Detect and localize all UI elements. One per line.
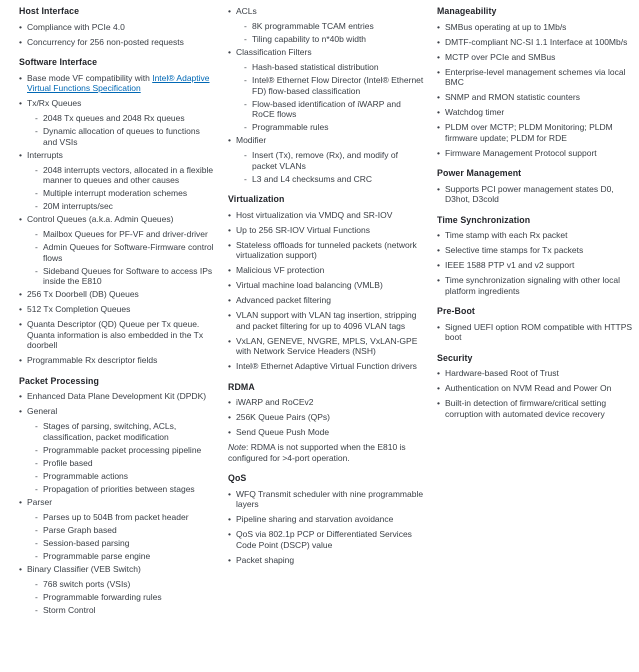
item-text: Concurrency for 256 non-posted requests (27, 36, 184, 47)
feature-column-middle (228, 6, 424, 618)
item-text: Built-in detection of firmware/critical setting corruption with automated device recovery (445, 398, 607, 419)
item-text: WFQ Transmit scheduler with nine programmable layers (236, 488, 424, 509)
item-text: Firmware Management Protocol support (445, 147, 597, 158)
bullet-item (437, 245, 633, 256)
bullet-item (437, 22, 633, 33)
item-text: Insert (Tx), remove (Rx), and modify of packet VLANs (252, 150, 398, 171)
item-text: Parses up to 504B from packet header (43, 511, 189, 522)
item-text: Binary Classifier (VEB Switch) (27, 563, 141, 574)
bullet-item (228, 412, 424, 423)
item-text: Programmable actions (43, 470, 129, 481)
item-text: Multiple interrupt moderation schemes (43, 188, 188, 198)
note-text (228, 442, 424, 463)
item-text: Time synchronization signaling with other local platform ingredients (445, 275, 620, 296)
feature-column-left (19, 6, 215, 618)
bullet-item (437, 398, 633, 419)
bullet-item (437, 383, 633, 394)
bullet-item (19, 22, 215, 33)
item-text: 768 switch ports (VSIs) (43, 578, 131, 589)
sub-item (35, 525, 215, 536)
item-text: 20M interrupts/sec (43, 201, 113, 211)
item-text: Storm Control (43, 604, 96, 615)
bullet-item (228, 210, 424, 221)
bullet-item (437, 52, 633, 63)
item-text: Quanta Descriptor (QD) Queue per Tx queue. Quanta information is also embedded in the Tx doorbell (27, 319, 204, 350)
sub-item (35, 605, 215, 616)
sub-item (35, 242, 215, 263)
item-text: iWARP and RoCEv2 (236, 397, 314, 407)
bullet-item (437, 67, 633, 88)
section-heading: Host Interface (19, 6, 80, 16)
sub-item (35, 188, 215, 199)
item-text: Send Queue Push Mode (236, 427, 330, 437)
bullet-item (19, 319, 215, 351)
bullet-item (228, 135, 424, 146)
section-heading: Security (437, 352, 473, 363)
item-text: Pipeline sharing and starvation avoidance (236, 514, 394, 524)
item-text: 256 Tx Doorbell (DB) Queues (27, 289, 139, 299)
bullet-item (228, 555, 424, 566)
item-text: Intel® Ethernet Flow Director (Intel® Ethernet FD) flow-based classification (252, 75, 424, 96)
item-text: Host virtualization via VMDQ and SR-IOV (236, 209, 393, 220)
item-text: SMBus operating at up to 1Mb/s (445, 21, 567, 32)
item-text: 2048 Tx queues and 2048 Rx queues (43, 113, 185, 123)
item-text: Modifier (236, 135, 267, 145)
bullet-item (437, 37, 633, 48)
item-text: Intel® Ethernet Adaptive Virtual Function drivers (236, 361, 417, 371)
item-text: Compliance with PCIe 4.0 (27, 21, 125, 32)
bullet-item (19, 98, 215, 109)
sub-item (35, 126, 215, 147)
item-text: Flow-based identification of iWARP and RoCE flows (252, 98, 401, 119)
item-text: Admin Queues for Software-Firmware control flows (43, 242, 214, 263)
sub-item (35, 229, 215, 240)
bullet-item (228, 280, 424, 291)
note-prefix: Note (228, 442, 246, 452)
item-text: VxLAN, GENEVE, NVGRE, MPLS, VxLAN-GPE with Network Service Headers (NSH) (236, 335, 418, 356)
bullet-item (437, 322, 633, 343)
item-text: Parse Graph based (43, 524, 117, 535)
sub-item (35, 445, 215, 456)
item-text: QoS via 802.1p PCP or Differentiated Services Code Point (DSCP) value (236, 529, 412, 550)
item-text: Programmable packet processing pipeline (43, 444, 202, 455)
sub-item (244, 150, 424, 171)
item-text: Programmable rules (252, 122, 329, 132)
item-text: Malicious VF protection (236, 265, 325, 275)
item-text: Selective time stamps for Tx packets (445, 245, 584, 255)
sub-item (244, 122, 424, 133)
item-text: Sideband Queues for Software to access IPs inside the E810 (43, 265, 213, 286)
section-heading: Packet Processing (19, 375, 99, 386)
bullet-item (19, 37, 215, 48)
bullet-item (19, 289, 215, 300)
bullet-item (228, 529, 424, 550)
bullet-item (228, 295, 424, 306)
sub-item (35, 421, 215, 442)
bullet-item (437, 275, 633, 296)
sub-item (35, 551, 215, 562)
item-text: VLAN support with VLAN tag insertion, stripping and packet filtering for up to 4096 VLAN tags (236, 310, 417, 331)
bullet-item (19, 150, 215, 161)
item-text: Hardware-based Root of Trust (445, 368, 559, 378)
sub-item (244, 99, 424, 120)
bullet-item (437, 107, 633, 118)
item-text: Dynamic allocation of queues to functions and VSIs (43, 126, 200, 147)
item-text: Packet shaping (236, 554, 295, 565)
item-text: Mailbox Queues for PF-VF and driver-driver (43, 229, 208, 239)
bullet-item (228, 336, 424, 357)
item-text: Session-based parsing (43, 537, 130, 548)
sub-item (35, 512, 215, 523)
bullet-item (228, 397, 424, 408)
section-heading: Time Synchronization (437, 214, 531, 225)
sub-item (35, 484, 215, 495)
item-text: Parser (27, 496, 53, 507)
item-text: Enhanced Data Plane Development Kit (DPDK) (27, 391, 207, 401)
item-text: 512 Tx Completion Queues (27, 304, 131, 314)
bullet-item (437, 122, 633, 143)
item-text: Propagation of priorities between stages (43, 483, 195, 494)
bullet-item (437, 260, 633, 271)
sub-item (35, 538, 215, 549)
item-text: PLDM over MCTP; PLDM Monitoring; PLDM firmware update; PLDM for RDE (445, 122, 613, 143)
item-text: 8K programmable TCAM entries (252, 21, 374, 31)
bullet-item (437, 148, 633, 159)
sub-item (35, 201, 215, 212)
item-text: Control Queues (a.k.a. Admin Queues) (27, 214, 174, 224)
section-heading: Power Management (437, 168, 522, 178)
item-text: SNMP and RMON statistic counters (445, 92, 580, 102)
item-text: Programmable forwarding rules (43, 591, 162, 602)
item-text: MCTP over PCIe and SMBus (445, 51, 556, 62)
bullet-item (228, 225, 424, 236)
item-text: ACLs (236, 6, 257, 16)
item-text: Programmable Rx descriptor fields (27, 355, 158, 365)
sub-item (244, 174, 424, 185)
sub-item (35, 165, 215, 186)
item-text: IEEE 1588 PTP v1 and v2 support (445, 260, 575, 270)
item-text: Tx/Rx Queues (27, 98, 82, 108)
sub-item (35, 471, 215, 482)
bullet-item (19, 304, 215, 315)
bullet-item (19, 406, 215, 417)
bullet-item (437, 230, 633, 241)
feature-column-right (437, 6, 633, 618)
bullet-item (437, 368, 633, 379)
item-text: 2048 interrupts vectors, allocated in a flexible manner to queues and other causes (43, 164, 214, 185)
bullet-item (228, 427, 424, 438)
note-body: : RDMA is not supported when the E810 is configured for >4-port operation. (228, 442, 406, 463)
item-text: DMTF-compliant NC-SI 1.1 Interface at 100Mb/s (445, 36, 628, 47)
item-text: Authentication on NVM Read and Power On (445, 383, 612, 393)
section-heading: RDMA (228, 381, 255, 392)
sub-item (244, 62, 424, 73)
item-text: Classification Filters (236, 47, 312, 57)
item-text: General (27, 406, 58, 416)
item-text: Up to 256 SR-IOV Virtual Functions (236, 224, 371, 235)
item-text: Time stamp with each Rx packet (445, 230, 568, 240)
sub-item (244, 21, 424, 32)
item-text: Programmable parse engine (43, 550, 151, 561)
bullet-item (437, 92, 633, 103)
section-heading: Virtualization (228, 194, 285, 204)
item-text: Virtual machine load balancing (VMLB) (236, 280, 383, 290)
bullet-item (19, 391, 215, 402)
sub-item (244, 34, 424, 45)
item-text: Base mode VF compatibility with (27, 72, 153, 83)
bullet-item (228, 361, 424, 372)
sub-item (244, 75, 424, 96)
bullet-item (228, 47, 424, 58)
bullet-item (437, 184, 633, 205)
sub-item (35, 579, 215, 590)
bullet-item (228, 6, 424, 17)
bullet-item (19, 214, 215, 225)
sub-item (35, 458, 215, 469)
sub-item (35, 113, 215, 124)
section-heading: QoS (228, 473, 247, 483)
bullet-item (19, 564, 215, 575)
item-text: 256K Queue Pairs (QPs) (236, 412, 331, 422)
item-text: L3 and L4 checksums and CRC (252, 173, 373, 184)
item-text: Watchdog timer (445, 107, 505, 117)
item-text: Hash-based statistical distribution (252, 62, 379, 72)
item-text: Stages of parsing, switching, ACLs, classification, packet modification (43, 421, 177, 442)
section-heading: Manageability (437, 6, 497, 16)
bullet-item (228, 265, 424, 276)
intel-avf-spec-link[interactable]: Intel® Adaptive Virtual Functions Specification (27, 72, 210, 93)
bullet-item (228, 310, 424, 331)
item-text: Stateless offloads for tunneled packets (network virtualization support) (236, 239, 417, 260)
item-text: Interrupts (27, 149, 63, 160)
bullet-item (228, 514, 424, 525)
item-text: Advanced packet filtering (236, 295, 331, 305)
item-text: Supports PCI power management states D0, D3hot, D3cold (445, 183, 614, 204)
bullet-item (19, 73, 215, 94)
section-heading: Software Interface (19, 57, 98, 67)
item-text: Profile based (43, 457, 93, 468)
bullet-item (19, 355, 215, 366)
sub-item (35, 592, 215, 603)
bullet-item (228, 240, 424, 261)
sub-item (35, 266, 215, 287)
bullet-item (19, 497, 215, 508)
section-heading: Pre-Boot (437, 306, 475, 316)
item-text: Enterprise-level management schemes via local BMC (445, 66, 626, 87)
item-text: Signed UEFI option ROM compatible with HTTPS boot (445, 321, 633, 342)
bullet-item (228, 489, 424, 510)
item-text: Tiling capability to n*40b width (252, 34, 367, 44)
